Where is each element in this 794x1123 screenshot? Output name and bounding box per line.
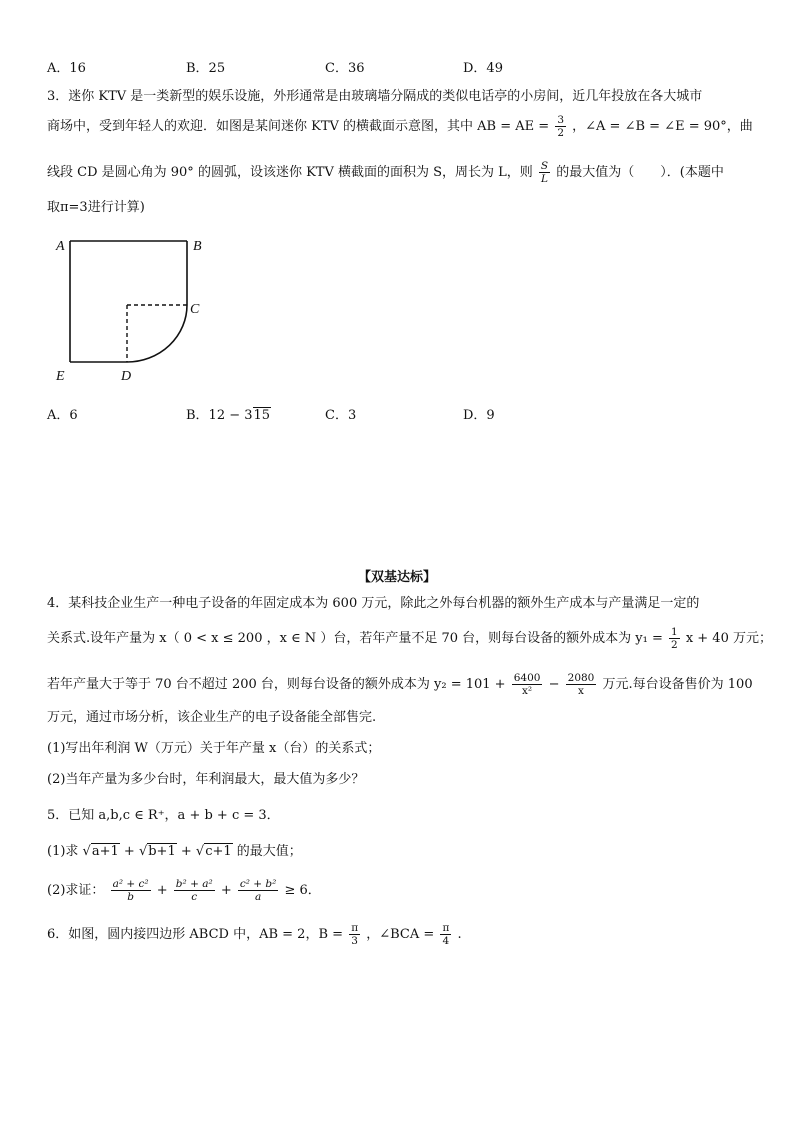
q2-option-a: A．16 bbox=[47, 61, 86, 76]
q3-line-3 bbox=[47, 160, 724, 185]
label-e: E bbox=[56, 369, 65, 383]
sqrt: 15 bbox=[253, 408, 271, 423]
q3-text: 商场中，受到年轻人的欢迎．如图是某间迷你 KTV 的横截面示意图，其中 AB = AE = bbox=[47, 119, 550, 134]
ktv-cross-section-figure bbox=[50, 233, 220, 383]
q3-option-c: C．3 bbox=[325, 408, 357, 423]
fraction: $\frac{\text{c² + b²}}{a}$ bbox=[239, 878, 277, 903]
q3-line-2 bbox=[47, 114, 753, 139]
q5-subquestion-1: (1)求 √a+1 + √b+1 + √c+1 的最大值； bbox=[47, 844, 302, 859]
q3-line-1: 3．迷你 KTV 是一类新型的娱乐设施，外形通常是由玻璃墙分隔成的类似电话亭的小房间，近几年投放在各大城市 bbox=[47, 89, 703, 104]
q6-line-1: 6．如图，圆内接四边形 ABCD 中，AB = 2，B = $\frac{\pi}{3}$ ，∠BCA = $\frac{\pi}{4}$ . bbox=[47, 922, 462, 947]
q3-option-b: B．12 − 315 bbox=[186, 408, 271, 423]
fraction: $\frac{1}{2}$ bbox=[670, 626, 678, 651]
q4-line-4: 万元，通过市场分析，该企业生产的电子设备能全部售完. bbox=[47, 710, 377, 725]
fraction: $\frac{2080}{x}$ bbox=[567, 672, 595, 697]
fraction: $\frac{\pi}{4}$ bbox=[442, 922, 450, 947]
fraction-s-over-l: $\frac{S}{L}$ bbox=[540, 160, 549, 185]
q3-option-a: A．6 bbox=[47, 408, 78, 423]
label-b: B bbox=[193, 239, 202, 254]
sqrt: a+1 bbox=[91, 844, 119, 859]
label-d: D bbox=[121, 369, 132, 383]
q5-subquestion-2: (2)求证： $\frac{\text{a² + c²}}{b}$ + $\frac{\text{b² + a²}}{c}$ + $\frac{\text{c² + b²}}{a}$ ≥ 6． bbox=[47, 878, 321, 903]
q4-line-2: 关系式.设年产量为 x（ 0 < x ≤ 200 ，x ∈ N ）台，若年产量不足 70 台，则每台设备的额外成本为 y₁ = $\frac{1}{2}$ x + 40 万元； bbox=[47, 626, 772, 651]
q3-line-4: 取π=3进行计算) bbox=[47, 200, 145, 215]
label-a: A bbox=[56, 239, 65, 254]
q4-line-3: 若年产量大于等于 70 台不超过 200 台，则每台设备的额外成本为 y₂ = 101 + $\frac{6400}{\text{x²}}$ − $\frac{2080}{x}$ 万元.每台设备售价为 100 bbox=[47, 672, 753, 697]
q3-text: ，∠A = ∠B = ∠E = 90°，曲 bbox=[572, 119, 753, 134]
q5-line-1: 5．已知 a,b,c ∈ R⁺，a + b + c = 3． bbox=[47, 808, 280, 823]
section-heading: 【双基达标】 bbox=[357, 570, 436, 585]
q3-text: 线段 CD 是圆心角为 90° 的圆弧，设该迷你 KTV 横截面的面积为 S，周长为 L，则 bbox=[47, 165, 533, 180]
q4-line-1: 4．某科技企业生产一种电子设备的年固定成本为 600 万元，除此之外每台机器的额外生产成本与产量满足一定的 bbox=[47, 596, 700, 611]
q2-option-c: C．36 bbox=[325, 61, 365, 76]
q4-subquestion-1: (1)写出年利润 W（万元）关于年产量 x（台）的关系式； bbox=[47, 741, 381, 756]
q4-subquestion-2: (2)当年产量为多少台时，年利润最大，最大值为多少？ bbox=[47, 772, 365, 787]
q3-option-d: D．9 bbox=[463, 408, 495, 423]
label-c: C bbox=[190, 302, 200, 317]
fraction: $\frac{3}{2}$ bbox=[557, 114, 564, 139]
fraction: $\frac{\text{a² + c²}}{b}$ bbox=[112, 878, 149, 903]
q3-text: 的最大值为（ ）．(本题中 bbox=[556, 165, 724, 180]
fraction: $\frac{\text{b² + a²}}{c}$ bbox=[175, 878, 213, 903]
sqrt: b+1 bbox=[148, 844, 176, 859]
fraction: $\frac{6400}{\text{x²}}$ bbox=[513, 672, 541, 697]
q2-option-d: D．49 bbox=[463, 61, 503, 76]
q2-option-b: B．25 bbox=[186, 61, 226, 76]
fraction: $\frac{\pi}{3}$ bbox=[351, 922, 359, 947]
sqrt: c+1 bbox=[205, 844, 232, 859]
